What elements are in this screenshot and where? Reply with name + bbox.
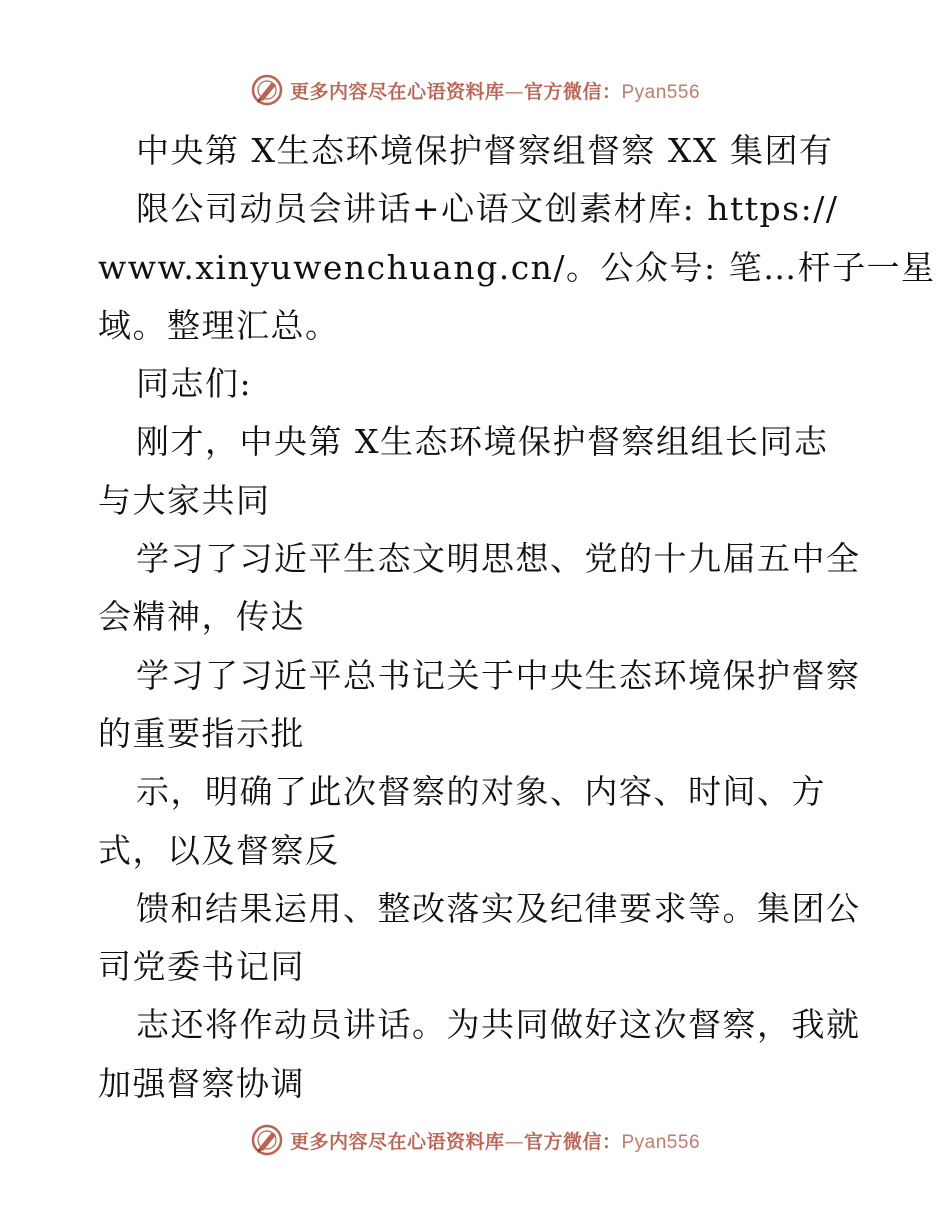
watermark-text xyxy=(290,1127,700,1154)
watermark-brand: 更多内容尽在心语资料库 xyxy=(289,1130,505,1153)
text-line: 会精神，传达 xyxy=(98,597,305,637)
watermark-separator: — xyxy=(504,1130,524,1153)
text-line: 限公司动员会讲话+心语文创素材库: https:// xyxy=(136,189,839,229)
text-line: 司党委书记同 xyxy=(98,947,305,987)
text-line: 的重要指示批 xyxy=(98,713,305,753)
watermark-wechat-label: 官方微信： xyxy=(523,1130,622,1153)
document-body xyxy=(98,122,936,1113)
text-line: 域。整理汇总。 xyxy=(98,305,340,345)
text-line: 馈和结果运用、整改落实及纪律要求等。集团公 xyxy=(136,888,861,928)
text-line: 学习了习近平生态文明思想、党的十九届五中全 xyxy=(136,539,861,579)
text-line: 与大家共同 xyxy=(98,480,271,520)
header-watermark xyxy=(0,70,950,110)
pen-logo-icon xyxy=(250,73,284,107)
watermark-wechat-id: Pyan556 xyxy=(621,81,701,103)
watermark-text xyxy=(290,77,700,104)
watermark-wechat-id: Pyan556 xyxy=(621,1131,701,1153)
text-line: www.xinyuwenchuang.cn/。公众号: 笔…杆子一星 xyxy=(98,247,936,287)
footer-watermark xyxy=(0,1120,950,1160)
text-line: 示，明确了此次督察的对象、内容、时间、方 xyxy=(136,772,826,812)
text-line: 志还将作动员讲话。为共同做好这次督察，我就 xyxy=(136,1005,861,1045)
text-line: 中央第 X生态环境保护督察组督察 XX 集团有 xyxy=(136,131,834,170)
text-line: 学习了习近平总书记关于中央生态环境保护督察 xyxy=(136,655,861,695)
text-line: 加强督察协调 xyxy=(98,1063,305,1103)
pen-logo-icon xyxy=(250,1123,284,1157)
watermark-brand: 更多内容尽在心语资料库 xyxy=(289,80,505,103)
text-line: 式，以及督察反 xyxy=(98,830,340,870)
watermark-wechat-label: 官方微信： xyxy=(523,80,622,103)
text-line: 同志们: xyxy=(136,364,253,404)
text-line: 刚才，中央第 X生态环境保护督察组组长同志 xyxy=(136,422,829,462)
watermark-separator: — xyxy=(504,80,524,103)
